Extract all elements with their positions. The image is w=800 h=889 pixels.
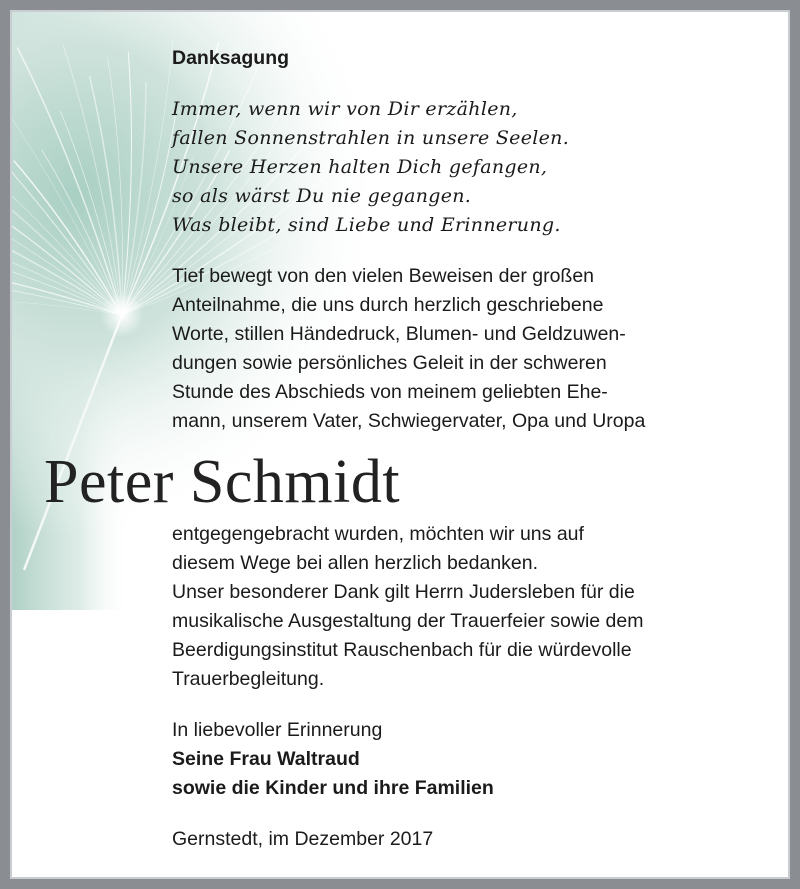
body-line-8: diesem Wege bei allen herzlich bedanken. [172, 552, 539, 574]
body-line-3: Worte, stillen Händedruck, Blumen- und Geldzuwen- [172, 323, 626, 345]
poem-line-2: fallen Sonnenstrahlen in unsere Seelen. [172, 127, 570, 149]
body-line-5: Stunde des Abschieds von meinem geliebten Ehe- [172, 381, 608, 403]
poem-line-3: Unsere Herzen halten Dich gefangen, [172, 156, 548, 178]
closing-line: In liebevoller Erinnerung [172, 719, 383, 741]
body-line-9: Unser besonderer Dank gilt Herrn Judersleben für die [172, 581, 635, 603]
body-line-6: mann, unserem Vater, Schwiegervater, Opa und Uropa [172, 410, 646, 432]
body-line-7: entgegengebracht wurden, möchten wir uns auf [172, 523, 584, 545]
signatory-2: sowie die Kinder und ihre Familien [172, 777, 494, 799]
body-line-10: musikalische Ausgestaltung der Trauerfeier sowie dem [172, 610, 644, 632]
body-line-1: Tief bewegt von den vielen Beweisen der großen [172, 265, 595, 287]
body-line-4: dungen sowie persönliches Geleit in der schweren [172, 352, 607, 374]
signatory-1: Seine Frau Waltraud [172, 748, 360, 770]
heading: Danksagung [172, 47, 290, 69]
body-line-12: Trauerbegleitung. [172, 668, 325, 690]
notice-text [10, 10, 790, 879]
place-date: Gernstedt, im Dezember 2017 [172, 828, 434, 850]
body-line-2: Anteilnahme, die uns durch herzlich geschriebene [172, 294, 604, 316]
poem-line-5: Was bleibt, sind Liebe und Erinnerung. [172, 214, 561, 236]
body-line-11: Beerdigungsinstitut Rauschenbach für die würdevolle [172, 639, 632, 661]
deceased-name: Peter Schmidt [44, 448, 401, 516]
poem-line-4: so als wärst Du nie gegangen. [172, 185, 472, 207]
poem-line-1: Immer, wenn wir von Dir erzählen, [172, 98, 518, 120]
